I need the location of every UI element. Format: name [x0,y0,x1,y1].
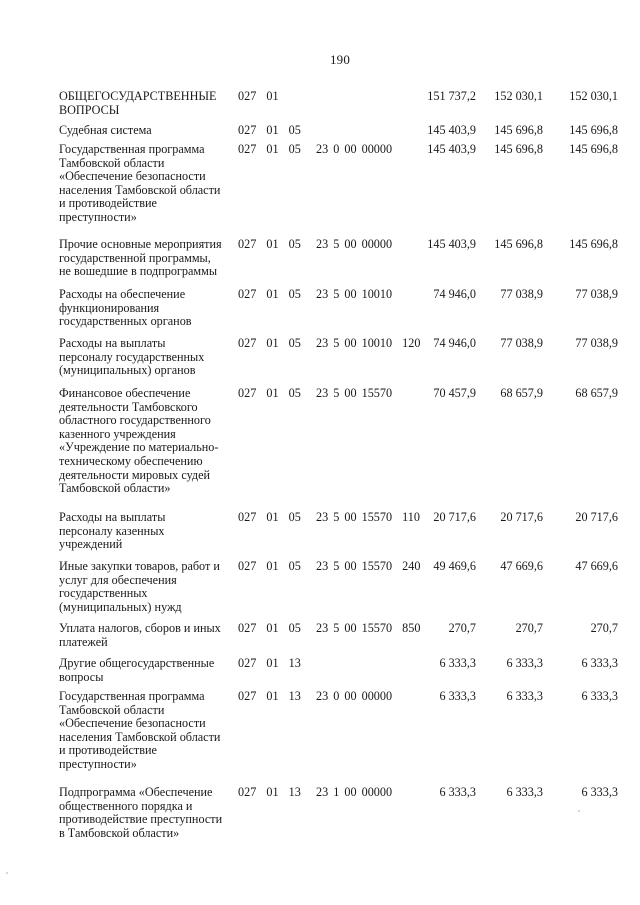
row-amount-1: 6 333,3 [439,785,476,799]
row-amount-1: 151 737,2 [427,89,476,103]
row-name: Расходы на выплаты персоналу государственных (муниципальных) органов [59,336,205,378]
row-name: Судебная система [59,123,152,137]
row-codes: 027 01 05 23 5 00 15570 [238,386,393,400]
row-codes: 027 01 05 23 5 00 15570 240 [238,559,421,573]
row-name: Иные закупки товаров, работ и услуг для обеспечения государственных (муниципальных) нужд [59,559,220,614]
row-name: Другие общегосударственные вопросы [59,656,215,684]
row-name: Государственная программа Тамбовской области «Обеспечение безопасности населения Тамбовской области и противодействие преступности» [59,689,221,771]
row-amount-2: 68 657,9 [500,386,543,400]
row-amount-1: 270,7 [448,621,476,635]
row-amount-2: 270,7 [515,621,543,635]
row-amount-1: 70 457,9 [433,386,476,400]
row-amount-3: 68 657,9 [575,386,618,400]
row-amount-2: 145 696,8 [494,237,543,251]
row-name: Расходы на выплаты персоналу казенных учреждений [59,510,166,552]
row-amount-1: 20 717,6 [433,510,476,524]
row-name: Государственная программа Тамбовской области «Обеспечение безопасности населения Тамбовской области и противодействие преступности» [59,142,221,224]
row-amount-3: 47 669,6 [575,559,618,573]
row-name: Расходы на обеспечение функционирования государственных органов [59,287,192,329]
row-codes: 027 01 05 [238,123,301,137]
row-codes: 027 01 [238,89,279,103]
row-codes: 027 01 13 [238,656,301,670]
row-name: Прочие основные мероприятия государственной программы, не вошедшие в подпрограммы [59,237,222,279]
row-codes: 027 01 13 23 1 00 00000 [238,785,393,799]
row-amount-2: 145 696,8 [494,123,543,137]
row-amount-1: 6 333,3 [439,656,476,670]
row-codes: 027 01 13 23 0 00 00000 [238,689,393,703]
row-amount-1: 74 946,0 [433,287,476,301]
page-number: 190 [329,52,351,67]
row-amount-2: 77 038,9 [500,287,543,301]
row-amount-3: 20 717,6 [575,510,618,524]
row-amount-3: 152 030,1 [569,89,618,103]
row-codes: 027 01 05 23 5 00 10010 120 [238,336,421,350]
row-amount-2: 145 696,8 [494,142,543,156]
row-codes: 027 01 05 23 5 00 00000 [238,237,393,251]
row-name: ОБЩЕГОСУДАРСТВЕННЫЕ ВОПРОСЫ [59,89,217,117]
row-amount-3: 270,7 [590,621,618,635]
row-codes: 027 01 05 23 5 00 10010 [238,287,393,301]
row-amount-3: 77 038,9 [575,336,618,350]
row-codes: 027 01 05 23 5 00 15570 850 [238,621,421,635]
row-amount-3: 145 696,8 [569,123,618,137]
row-amount-3: 77 038,9 [575,287,618,301]
row-amount-2: 77 038,9 [500,336,543,350]
row-amount-3: 145 696,8 [569,142,618,156]
row-codes: 027 01 05 23 5 00 15570 110 [238,510,420,524]
scan-speck [6,872,8,874]
row-name: Подпрограмма «Обеспечение общественного порядка и противодействие преступности в Тамбовской области» [59,785,223,840]
row-amount-2: 20 717,6 [500,510,543,524]
row-name: Финансовое обеспечение деятельности Тамбовского областного государственного казенного учреждения «Учреждение по материально- техническому обеспечению деятельности мировых судей Тамбовской области» [59,386,219,496]
row-amount-1: 74 946,0 [433,336,476,350]
row-amount-1: 145 403,9 [427,142,476,156]
row-amount-3: 6 333,3 [581,689,618,703]
row-amount-3: 6 333,3 [581,656,618,670]
row-amount-1: 6 333,3 [439,689,476,703]
row-amount-2: 6 333,3 [506,785,543,799]
row-codes: 027 01 05 23 0 00 00000 [238,142,393,156]
row-name: Уплата налогов, сборов и иных платежей [59,621,221,649]
row-amount-2: 6 333,3 [506,689,543,703]
row-amount-2: 47 669,6 [500,559,543,573]
row-amount-3: 6 333,3 [581,785,618,799]
row-amount-3: 145 696,8 [569,237,618,251]
row-amount-1: 145 403,9 [427,237,476,251]
scan-speck [578,810,580,812]
row-amount-2: 152 030,1 [494,89,543,103]
row-amount-2: 6 333,3 [506,656,543,670]
row-amount-1: 49 469,6 [433,559,476,573]
row-amount-1: 145 403,9 [427,123,476,137]
